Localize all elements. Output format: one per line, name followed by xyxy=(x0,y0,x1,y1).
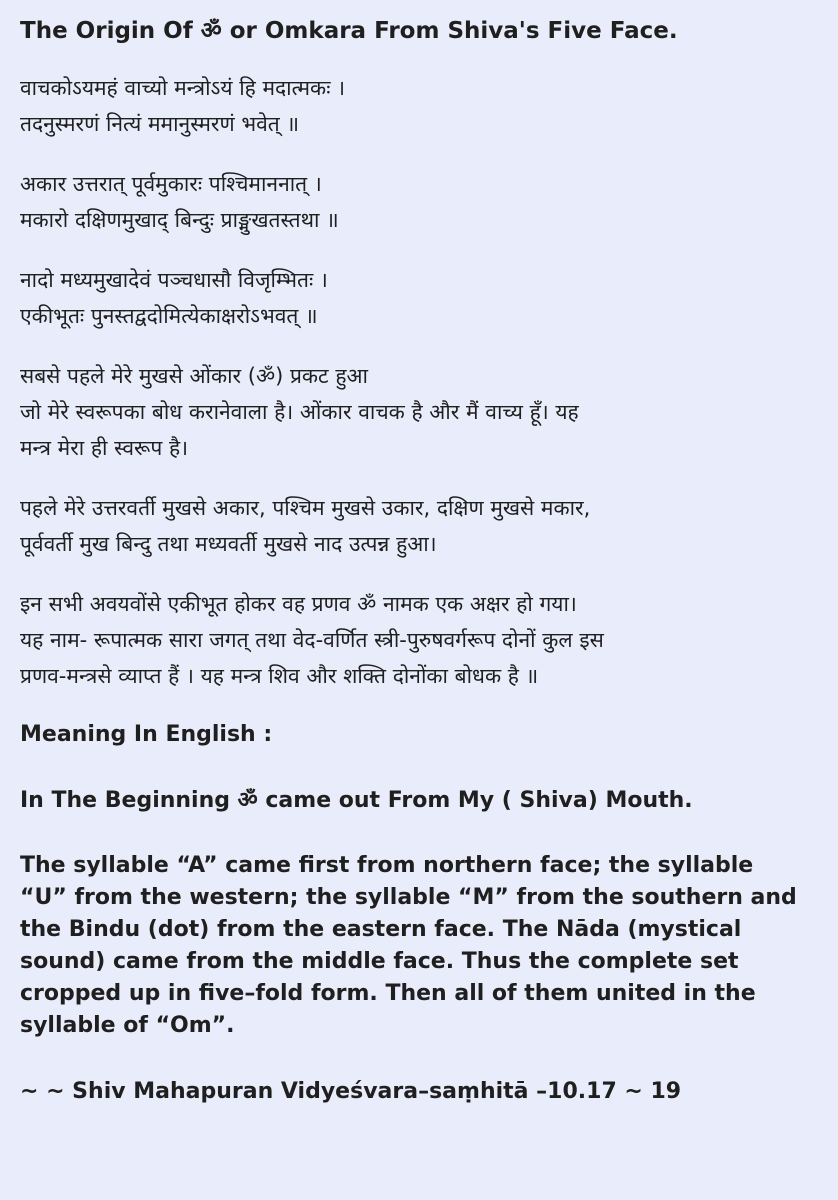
english-line: “U” from the western; the syllable “M” from the southern and xyxy=(20,885,797,910)
sanskrit-verse-1 xyxy=(20,70,820,142)
hindi-line: जो मेरे स्वरूपका बोध करानेवाला है। ओंकार वाचक है और मैं वाच्य हूँ। यह xyxy=(20,400,579,424)
hindi-line: प्रणव-मन्त्रसे व्याप्त हैं । यह मन्त्र शिव और शक्ति दोनोंका बोधक है ॥ xyxy=(20,664,539,688)
sanskrit-line: वाचकोऽयमहं वाच्यो मन्त्रोऽयं हि मदात्मकः । xyxy=(20,76,346,100)
hindi-line: यह नाम- रूपात्मक सारा जगत् तथा वेद-वर्णित स्त्री-पुरुषवर्गरूप दोनों कुल इस xyxy=(20,628,604,652)
english-line: cropped up in five–fold form. Then all of them united in the xyxy=(20,981,756,1006)
sanskrit-verse-3 xyxy=(20,262,820,334)
english-line: The syllable “A” came first from northern face; the syllable xyxy=(20,853,754,878)
hindi-line: पूर्ववर्ती मुख बिन्दु तथा मध्यवर्ती मुखसे नाद उत्पन्न हुआ। xyxy=(20,532,437,556)
sanskrit-line: अकार उत्तरात् पूर्वमुकारः पश्चिमाननात् । xyxy=(20,172,322,196)
english-intro: In The Beginning ॐ came out From My ( Shiva) Mouth. xyxy=(20,788,693,813)
hindi-paragraph-2 xyxy=(20,490,820,562)
english-paragraph xyxy=(20,850,820,1042)
sanskrit-line: तदनुस्मरणं नित्यं ममानुस्मरणं भवेत् ॥ xyxy=(20,112,300,136)
sanskrit-verse-2 xyxy=(20,166,820,238)
sanskrit-line: मकारो दक्षिणमुखाद् बिन्दुः प्राङ्मुखतस्तथा ॥ xyxy=(20,208,339,232)
english-line: the Bindu (dot) from the eastern face. The Nāda (mystical xyxy=(20,917,742,942)
sanskrit-line: नादो मध्यमुखादेवं पञ्चधासौ विजृम्भितः । xyxy=(20,268,328,292)
source-citation: ~ ~ Shiv Mahapuran Vidyeśvara–saṃhitā –10.17 ~ 19 xyxy=(20,1079,682,1104)
hindi-paragraph-3 xyxy=(20,586,820,694)
sanskrit-line: एकीभूतः पुनस्तद्वदोमित्येकाक्षरोऽभवत् ॥ xyxy=(20,304,318,328)
english-heading: Meaning In English : xyxy=(20,722,273,747)
hindi-line: पहले मेरे उत्तरवर्ती मुखसे अकार, पश्चिम मुखसे उकार, दक्षिण मुखसे मकार, xyxy=(20,496,591,520)
english-line: sound) came from the middle face. Thus the complete set xyxy=(20,949,739,974)
document-title: The Origin Of ॐ or Omkara From Shiva's Five Face. xyxy=(20,18,678,44)
hindi-paragraph-1 xyxy=(20,358,820,466)
hindi-line: इन सभी अवयवोंसे एकीभूत होकर वह प्रणव ॐ नामक एक अक्षर हो गया। xyxy=(20,592,577,616)
hindi-line: मन्त्र मेरा ही स्वरूप है। xyxy=(20,436,189,460)
english-line: syllable of “Om”. xyxy=(20,1013,235,1038)
hindi-line: सबसे पहले मेरे मुखसे ओंकार (ॐ) प्रकट हुआ xyxy=(20,364,368,388)
